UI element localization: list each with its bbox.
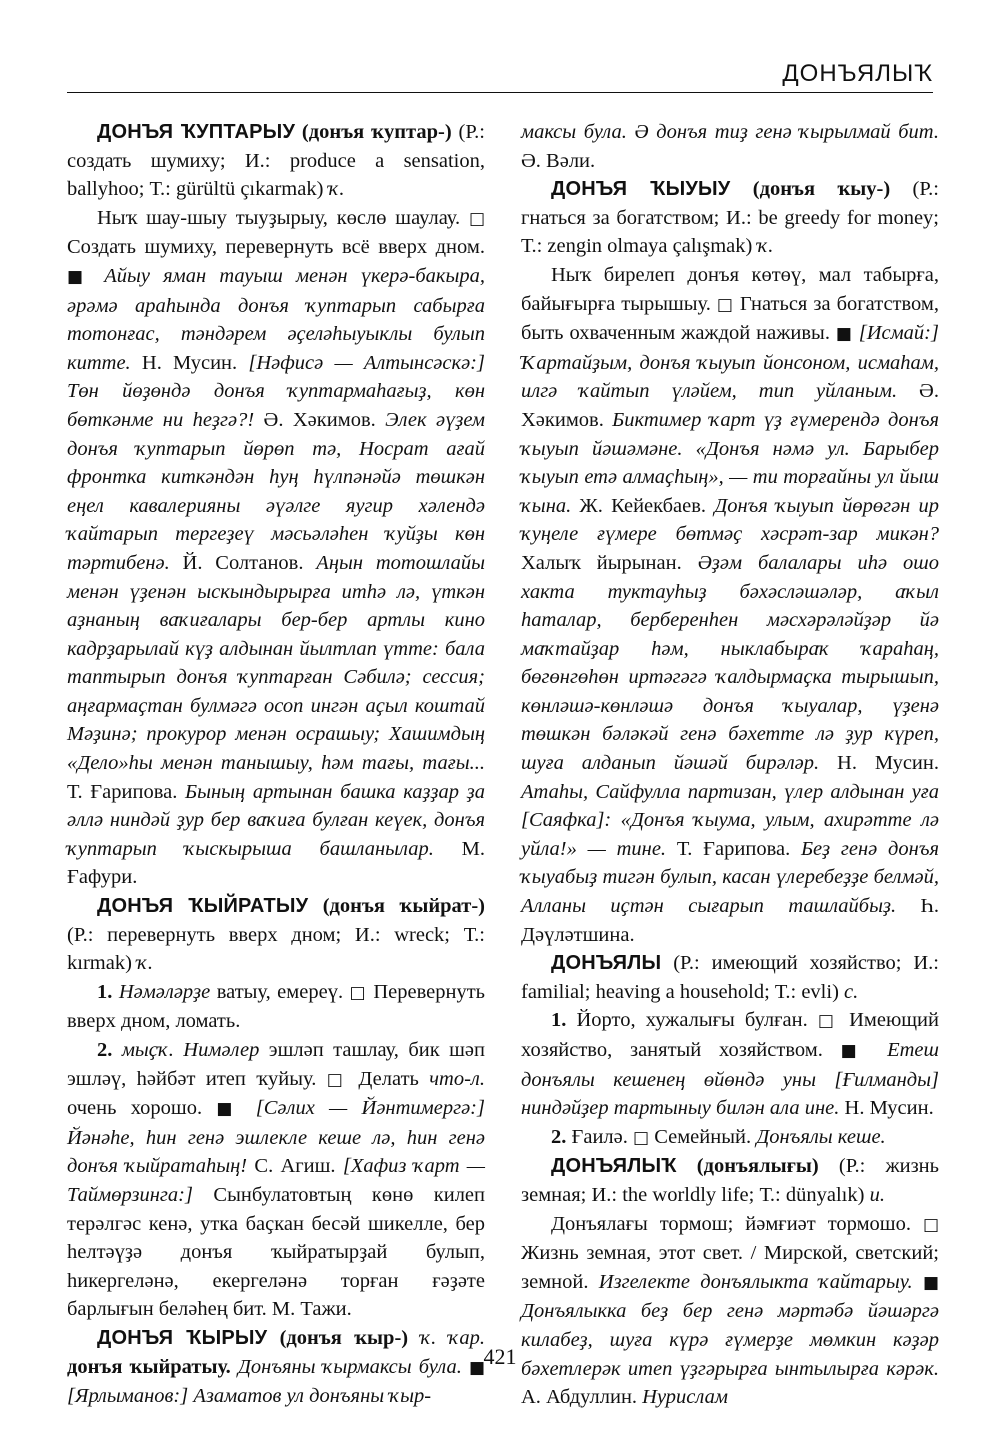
sense-1: 1. Нәмәләрҙе ватыу, емереү. □ Перевернуть вверх дном, ломать. xyxy=(67,980,486,1033)
sense-1: 1. Йорто, хужалығы булған. □ Имеющий хозяйство, занятый хозяйством. ■ Етеш донъялы кешенең өйөндә уны [Ғилманды] ниндәйҙер тартыныу билән ала ине. Н. Мусин. xyxy=(521,1009,940,1120)
open-square-icon: □ xyxy=(817,1011,839,1032)
filled-square-icon: ■ xyxy=(67,266,92,287)
filled-square-icon: ■ xyxy=(840,1041,870,1061)
entry-donya-kyryu: ДОНЪЯ ҠЫРЫУ (донъя ҡыр-) ҡ. ҡар. донъя ҡыйратыу. Донъяны ҡырмаксы була. ■ [Ярлыманов:] Азаматов ул донъяны ҡыр- xyxy=(67,1326,485,1408)
entry-donyalyk: ДОНЪЯЛЫҠ (донъялығы) (Р.: жизнь земная; И.: the worldly life; Т.: dünyalık) и. xyxy=(521,1155,940,1206)
open-square-icon: □ xyxy=(922,1214,939,1235)
sense-2: 2. Ғаилә. □ Семейный. Донъялы кеше. xyxy=(551,1125,886,1148)
entry-donyaly: ДОНЪЯЛЫ (Р.: имеющий хозяйство; И.: familial; heaving a household; Т.: evli) с. xyxy=(521,952,939,1003)
entry-definition: Донъялағы тормош; йәмғиәт тормошо. □ Жизнь земная, этот свет. / Мирской, светский; земной. Изгелекте донъялыкта ҡайтарыу. ■ Донъялыкка беҙ бер генә мәртәбә йәшәргә килабеҙ, шуға күрә ғүмерҙе мөмкин кәҙәр бәхетлерәк итеп үҙгәрырға ынтылырға кәрәк. А. Абдуллин. Нурислам xyxy=(521,1212,939,1409)
page-number: 421 xyxy=(483,1344,517,1369)
filled-square-icon: ■ xyxy=(468,1357,485,1378)
sense-2: 2. мыҫҡ. Нимәлер эшләп ташлау, бик шәп эшләү, һәйбәт итеп ҡуйыу. □ Делать что-л. очень хорошо. ■ [Сәлих — Йәнтимергә:] Йәнәһе, һин генә эшлекле кеше лә, һин генә донъя ҡыйратаһың! С. Агиш. [Хафиз ҡарт — Таймөрзинга:] Сынбулатовтың көнө килеп терәлгәс кенә, утка баҫкан бесәй шикелле, бер һелтәүҙә донъя ҡыйратырҙай булып, һикергеләнә, екергеләнә торған ғәҙәте барлығын беләһең бит. М. Тажи. xyxy=(67,1039,486,1321)
right-column xyxy=(521,118,939,1412)
open-square-icon: □ xyxy=(326,1069,349,1090)
entry-headword: ДОНЪЯ ҠЫЙРАТЫУ xyxy=(97,895,309,918)
entry-definition: Ныҡ шау-шыу тыуҙырыу, көслө шаулау. □ Создать шумиху, перевернуть всё вверх дном. ■ Айыу яман тауыш менән үкерә-бакыра, әрәмә араһында донъя ҡуптарып сабырға тотонғас, тәндәрем әҫеләһыуыклы булып китте. Н. Мусин. [Нәфисә — Алтынсәскә:] Төн йөҙөндә донъя ҡуптармаһағыҙ, көн бөткәнме ни һеҙгә?! Ә. Хәкимов. Элек әүҙем донъя ҡуптарып йөрөп тә, Носрат ағай фронтка киткәндән һуң һүлпәнәйә төшкән еңел кавалерияны әүәлге яугир хәлендә ҡайтарып тергеҙеү мәсьәләһен ҡуйҙы көн тәртибенә. Й. Солтанов. Аңын тотошлайы менән үҙенән ыскындырырға итһә лә, үткән аҙнаның ваҡиғалары бер-бер артлы кино кадрҙарылай күҙ алдынан йылтлап үтте: бала таптырып донъя ҡуптарған Сәбилә; сессия; аңғармаҫтан булмәгә осоп ингән аҫыл коштай Мәҙинә; прокурор менән осрашыу; Хашимдың «Дело»һы менән танышыу, һәм тағы, тағы... Т. Ғарипова. Бының артынан башка каҙҙар ҙа әллә ниндәй ҙур бер ваҡиға булған кеүек, донъя ҡуптарып ҡыскырыша башланылар. М. Ғафури. xyxy=(67,206,485,889)
filled-square-icon: ■ xyxy=(835,324,853,345)
open-square-icon: □ xyxy=(468,208,485,229)
running-header xyxy=(67,58,933,93)
entry-headword: ДОНЪЯ ҠЫУЫУ xyxy=(551,178,731,201)
open-square-icon: □ xyxy=(716,294,734,315)
open-square-icon: □ xyxy=(633,1127,650,1148)
running-title: ДОНЪЯЛЫҠ xyxy=(782,60,933,87)
entry-donya-kyiratyu: ДОНЪЯ ҠЫЙРАТЫУ (донъя ҡыйрат-) (Р.: перевернуть вверх дном; И.: wreck; Т.: kırmak) ҡ. xyxy=(67,895,485,975)
entry-continuation: максы була. Ә донъя тиҙ генә ҡырылмай бит. Ә. Вәли. xyxy=(521,121,939,172)
entry-headword: ДОНЪЯЛЫ xyxy=(551,952,662,975)
open-square-icon: □ xyxy=(349,982,367,1003)
entry-donya-kyuyu: ДОНЪЯ ҠЫУЫУ (донъя ҡыу-) (Р.: гнаться за богатством; И.: be greedy for money; Т.: zengin olmaya çalışmak) ҡ. xyxy=(521,178,939,258)
filled-square-icon: ■ xyxy=(922,1272,939,1293)
entry-headword: ДОНЪЯ ҠУПТАРЫУ xyxy=(97,121,296,143)
entry-headword: ДОНЪЯЛЫҠ xyxy=(551,1155,677,1178)
filled-square-icon: ■ xyxy=(216,1099,242,1120)
entry-definition: Ныҡ бирелеп донъя көтөү, мал табырға, байығырға тырышыу. □ Гнаться за богатством, быть охваченным жаждой наживы. ■ [Исмай:] Ҡартайҙым, донъя ҡыуып йонсоном, исмаһам, илгә ҡайтып үләйем, тип уйланым. Ә. Хәкимов. Биктимер ҡарт үҙ ғүмерендә донъя ҡыуып йәшәмәне. «Донъя нәмә ул. Барыбер ҡыуып етә алмаҫһың», — ти торғайны ул йыш ҡына. Ж. Кейекбаев. Донъя ҡыуып йөрөгән ир ҡуңеле ғүмере бөтмәҫ хәсрәт-зар микән? Халыҡ йырынан. Әҙәм балалары иһә ошо хакта туктауһыҙ бәхәсләшәләр, аҡыл һаталар, берберенһен мәсхәрәләйҙәр йә маҡтайҙар һәм, ныклабыраҡ ҡараһаң, бөгөнгөһөн иртәгәгә ҡалдырмаҫка тырышып, көнләшә-көнләшә донъя ҡыуалар, үҙенә төшкән бәләкәй генә бәхетте лә ҙур күреп, шуға алданып йәшәй бирәләр. Н. Мусин. Атаһы, Сайфулла партизан, үлер алдынан уға [Саяфка]: «Донъя ҡыума, улым, ахирәтте лә уйла!» — тине. Т. Ғарипова. Беҙ генә донъя ҡыуабыҙ тигән булып, касан үлеребеҙҙе белмәй, Алланы иҫтән сығарып ташлайбыҙ. Һ. Дәүләтшина. xyxy=(521,263,940,946)
entry-donya-kuptaryu: ДОНЪЯ ҠУПТАРЫУ (донъя ҡуптар-) (Р.: создать шумиху; И.: produce a sensation, ballyhoo; Т.: gürültü çıkarmak) ҡ. xyxy=(67,121,485,201)
entry-headword: ДОНЪЯ ҠЫРЫУ xyxy=(97,1326,268,1349)
left-column xyxy=(67,118,485,1411)
